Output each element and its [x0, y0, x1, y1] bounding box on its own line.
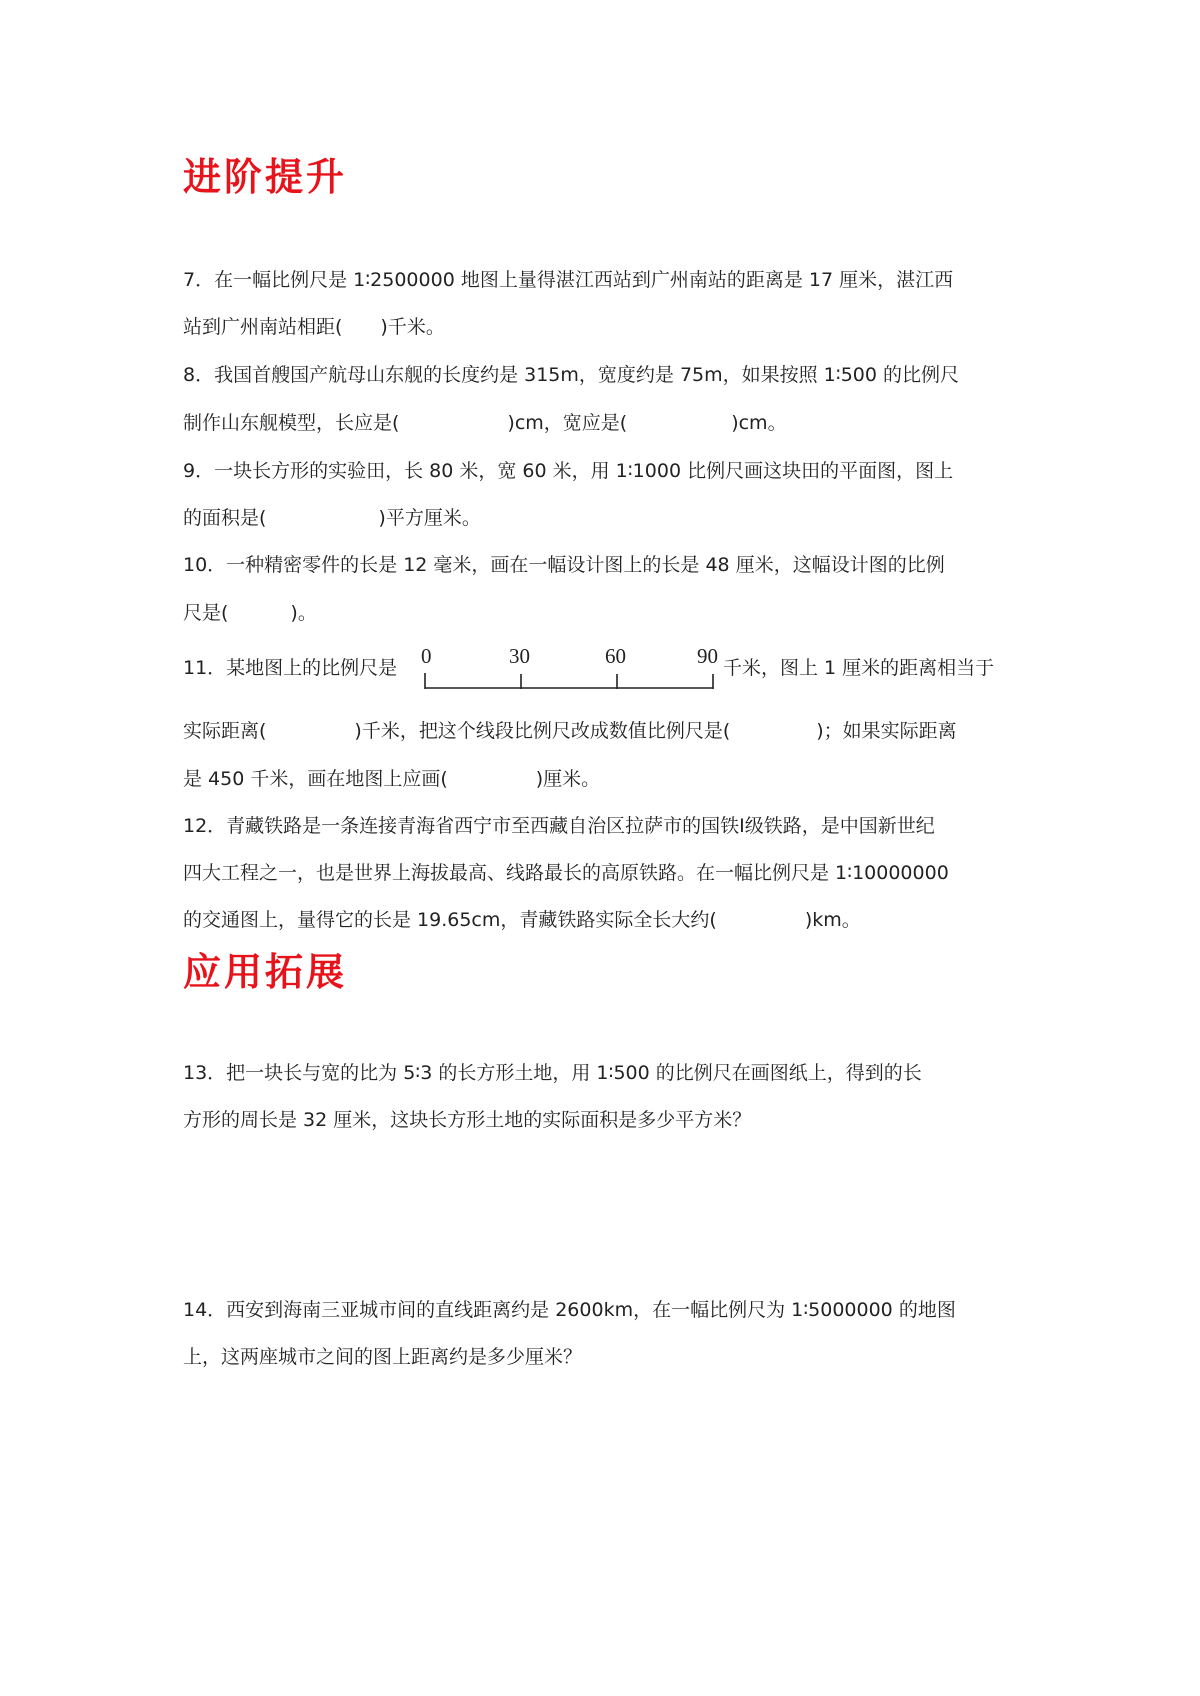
- q11-text-2b: )千米，把这个线段比例尺改成数值比例尺是(: [354, 720, 731, 742]
- q14-text-2: 上，这两座城市之间的图上距离约是多少厘米？: [183, 1346, 583, 1368]
- q11-text-2c: )；如果实际距离: [816, 720, 957, 742]
- q12-text-3a: 的交通图上，量得它的长是 19.65cm，青藏铁路实际全长大约(: [183, 909, 717, 931]
- q8-line1: [183, 366, 1033, 385]
- q11-line2: [183, 722, 1033, 741]
- q7-text-2b: )千米。: [380, 316, 445, 338]
- q11-text-3a: 是 450 千米，画在地图上应画(: [183, 768, 448, 790]
- q13-text-1: 13．把一块长与宽的比为 5∶3 的长方形土地，用 1∶500 的比例尺在画图纸上，得到的长: [183, 1062, 922, 1084]
- q8-text-2c: )cm。: [731, 412, 787, 434]
- q14-line1: [183, 1301, 1033, 1320]
- q10-text-2b: )。: [290, 602, 317, 624]
- q8-line2: [183, 414, 1033, 433]
- scale-label-60: 60: [605, 644, 626, 668]
- q10-line1: [183, 556, 1033, 575]
- line-scale-bar: [421, 640, 721, 700]
- q8-text-2b: )cm，宽应是(: [507, 412, 628, 434]
- q9-text-1: 9．一块长方形的实验田，长 80 米，宽 60 米，用 1∶1000 比例尺画这块田的平面图，图上: [183, 460, 954, 482]
- q14-text-1: 14．西安到海南三亚城市间的直线距离约是 2600km，在一幅比例尺为 1∶5000000 的地图: [183, 1299, 956, 1321]
- q13-text-2: 方形的周长是 32 厘米，这块长方形土地的实际面积是多少平方米？: [183, 1109, 752, 1131]
- q10-text-2a: 尺是(: [183, 602, 229, 624]
- q12-text-2: 四大工程之一，也是世界上海拔最高、线路最长的高原铁路。在一幅比例尺是 1∶10000000: [183, 862, 949, 884]
- q11-line1: [183, 640, 1043, 700]
- q12-text-3b: )km。: [804, 909, 861, 931]
- scale-label-30: 30: [509, 644, 530, 668]
- q7-line1: [183, 271, 1033, 290]
- q11-line3: [183, 770, 1033, 789]
- q9-text-2b: )平方厘米。: [378, 507, 481, 529]
- q10-line2: [183, 604, 1033, 623]
- q11-text-3b: )厘米。: [535, 768, 601, 790]
- scale-label-90: 90: [697, 644, 718, 668]
- q7-text-2a: 站到广州南站相距(: [183, 316, 343, 338]
- section-title-application: 应用拓展: [183, 949, 348, 994]
- q11-text-1b: 千米，图上 1 厘米的距离相当于: [723, 657, 995, 679]
- q11-text-1a: 11．某地图上的比例尺是: [183, 657, 398, 679]
- section-title-advanced: 进阶提升: [183, 154, 348, 199]
- q12-line1: [183, 817, 1033, 836]
- q8-text-2a: 制作山东舰模型，长应是(: [183, 412, 400, 434]
- q14-line2: [183, 1348, 1033, 1367]
- q9-line1: [183, 462, 1033, 481]
- q7-text-1: 7．在一幅比例尺是 1∶2500000 地图上量得湛江西站到广州南站的距离是 17 厘米，湛江西: [183, 269, 954, 291]
- q11-text-2a: 实际距离(: [183, 720, 267, 742]
- q12-line3: [183, 911, 1033, 930]
- scale-label-0: 0: [421, 644, 432, 668]
- q7-line2: [183, 318, 1033, 337]
- q8-text-1: 8．我国首艘国产航母山东舰的长度约是 315m，宽度约是 75m，如果按照 1∶500 的比例尺: [183, 364, 960, 386]
- q13-line1: [183, 1064, 1033, 1083]
- q13-line2: [183, 1111, 1033, 1130]
- q12-line2: [183, 864, 1033, 883]
- q9-text-2a: 的面积是(: [183, 507, 267, 529]
- q10-text-1: 10．一种精密零件的长是 12 毫米，画在一幅设计图上的长是 48 厘米，这幅设计图的比例: [183, 554, 945, 576]
- q12-text-1: 12．青藏铁路是一条连接青海省西宁市至西藏自治区拉萨市的国铁Ⅰ级铁路，是中国新世纪: [183, 815, 935, 837]
- q9-line2: [183, 509, 1033, 528]
